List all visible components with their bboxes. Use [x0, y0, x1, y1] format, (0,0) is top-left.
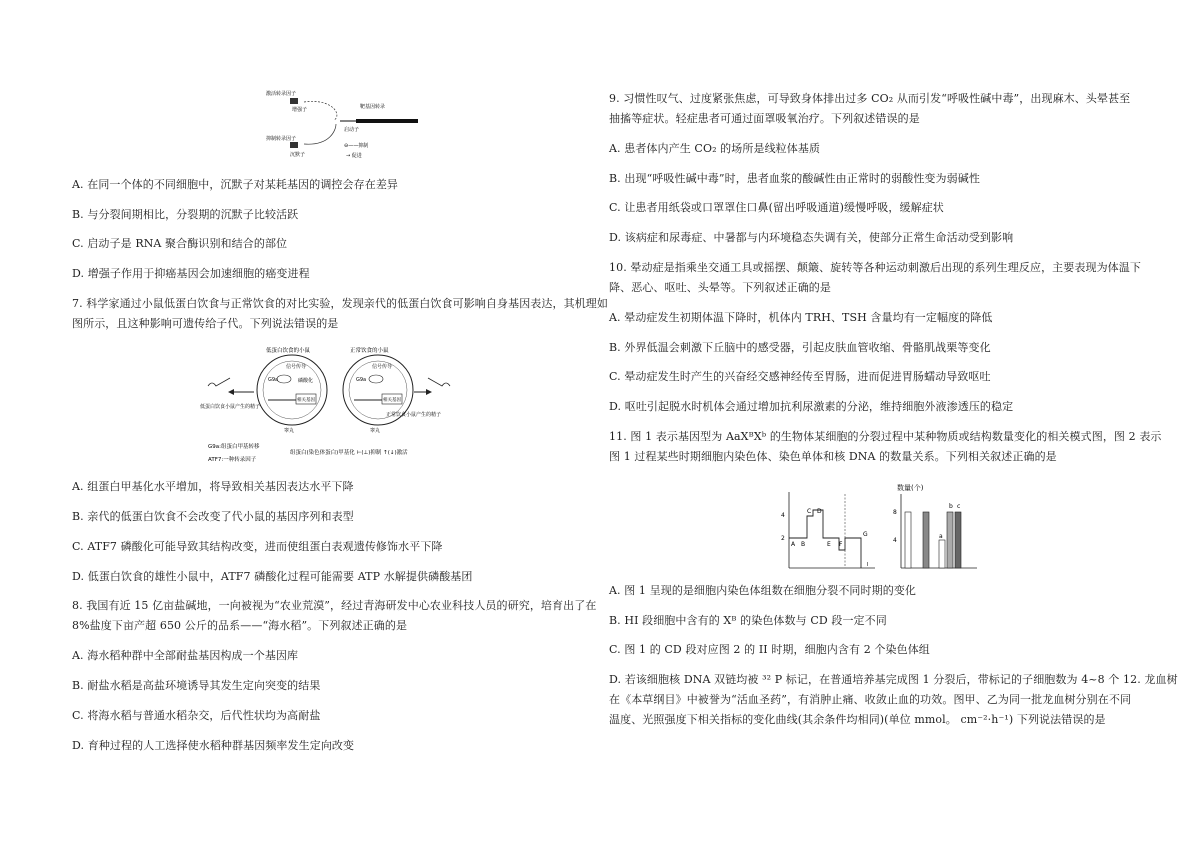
fig3-bar-label-c: c — [957, 503, 961, 510]
q10-option-a: A. 晕动症发生初期体温下降时，机体内 TRH、TSH 含量均有一定幅度的降低 — [609, 311, 993, 324]
q8-stem-line-2: 8%盐度下亩产超 650 公斤的品系——“海水稻”。下列叙述正确的是 — [72, 619, 408, 632]
fig3-label-e: E — [827, 541, 831, 548]
fig2-legend: 组蛋白(染色体蛋白)甲基化 ⊢(⊥)抑制 ↑(↓)激活 — [290, 450, 408, 456]
fig2-left-gene: 相关基因 — [297, 398, 315, 403]
q7-option-d: D. 低蛋白饮食的雄性小鼠中，ATF7 磷酸化过程可能需要 ATP 水解提供磷酸基团 — [72, 570, 473, 583]
q11-option-d-line-3: 温度、光照强度下相关指标的变化曲线(其余条件均相同)(单位 mmol。 cm⁻²·h⁻¹) 下列说法错误的是 — [609, 713, 1106, 726]
fig2-right-sperm-label: 正常饮食小鼠产生的精子 — [386, 412, 442, 418]
q8-option-c: C. 将海水稻与普通水稻杂交，后代性状均为高耐盐 — [72, 709, 321, 722]
q11-option-d-line-2: 在《本草纲目》中被誉为“活血圣药”，有消肿止痛、收敛止血的功效。图甲、乙为同一批龙血树分别在不同 — [609, 693, 1132, 706]
fig3-bar-4 — [947, 512, 953, 568]
fig3-bar-1 — [905, 512, 911, 568]
q11-stem-line-1: 11. 图 1 表示基因型为 AaXᴮXᵇ 的生物体某细胞的分裂过程中某种物质或结构数量变化的相关模式图，图 2 表示 — [609, 430, 1162, 443]
q11-option-d-line-1: D. 若该细胞核 DNA 双链均被 ³² P 标记，在普通培养基完成图 1 分裂后，带标记的子细胞数为 4~8 个 12. 龙血树 — [609, 673, 1178, 686]
q7-stem-line-1: 7. 科学家通过小鼠低蛋白饮食与正常饮食的对比实验，发现亲代的低蛋白饮食可影响自身基因表达，其机理如 — [72, 297, 608, 310]
fig2-left-title: 低蛋白饮食的小鼠 — [266, 348, 311, 354]
fig1-enhancer-arrow — [304, 101, 337, 120]
fig3-ytick-2: 2 — [781, 535, 785, 542]
cell-division-figures — [779, 480, 979, 574]
fig3-ytick-4: 4 — [781, 512, 785, 519]
fig2-left-sperm-label: 低蛋白饮食小鼠产生的精子 — [200, 404, 261, 410]
q10-option-b: B. 外界低温会刺激下丘脑中的感受器，引起皮肤血管收缩、骨骼肌战栗等变化 — [609, 341, 991, 354]
fig3-label-b: B — [801, 541, 806, 548]
q9-option-a: A. 患者体内产生 CO₂ 的场所是线粒体基质 — [609, 142, 821, 155]
fig3-step-line — [789, 510, 861, 568]
q10-option-c: C. 晕动症发生时产生的兴奋经交感神经传至胃肠，进而促进胃肠蠕动导致呕吐 — [609, 370, 991, 383]
q7-option-a: A. 组蛋白甲基化水平增加，将导致相关基因表达水平下降 — [72, 480, 354, 493]
fig2-left-testis: 睾丸 — [284, 428, 295, 434]
fig1-repressor-box — [290, 142, 298, 148]
fig3-label-c: C — [807, 508, 812, 515]
q9-option-b: B. 出现“呼吸性碱中毒”时，患者血浆的酸碱性由正常时的弱酸性变为弱碱性 — [609, 172, 980, 185]
fig1-target-gene — [356, 119, 418, 123]
q11-option-b: B. HI 段细胞中含有的 Xᴮ 的染色体数与 CD 段一定不同 — [609, 614, 887, 627]
fig1-promoter-label: 启动子 — [344, 127, 360, 133]
fig2-note-atf7: ATF7:一种转录因子 — [208, 457, 257, 463]
q7-option-b: B. 亲代的低蛋白饮食不会改变了代小鼠的基因序列和表型 — [72, 510, 354, 523]
gene-regulation-diagram — [264, 86, 424, 168]
fig2-right-title: 正常饮食的小鼠 — [350, 348, 389, 354]
diet-mechanism-diagram — [200, 344, 462, 472]
fig2-note-g9a: G9a:组蛋白甲基转移 — [208, 444, 260, 450]
fig3-label-d: D — [817, 508, 822, 515]
fig3-label-f: F — [839, 541, 843, 548]
q9-option-c: C. 让患者用纸袋或口罩罩住口鼻(留出呼吸通道)缓慢呼吸，缓解症状 — [609, 201, 944, 214]
fig2-right-signal: 信号传导 — [372, 364, 393, 370]
fig1-silencer-arrow — [304, 124, 336, 144]
fig3-bar-2 — [923, 512, 929, 568]
fig1-activator-box — [290, 98, 298, 104]
svg-text:G9a: G9a — [268, 377, 279, 383]
fig3-label-i: I — [867, 562, 869, 568]
fig3-label-a: A — [791, 541, 796, 548]
fig3-fig2-tick-8: 8 — [893, 509, 897, 516]
q6-option-c: C. 启动子是 RNA 聚合酶识别和结合的部位 — [72, 237, 288, 250]
q6-option-b: B. 与分裂间期相比，分裂期的沉默子比较活跃 — [72, 208, 299, 221]
q7-option-c: C. ATF7 磷酸化可能导致其结构改变，进而使组蛋白表观遗传修饰水平下降 — [72, 540, 443, 553]
svg-text:G9a: G9a — [356, 377, 367, 383]
q8-option-a: A. 海水稻种群中全部耐盐基因构成一个基因库 — [72, 649, 299, 662]
q9-option-d: D. 该病症和尿毒症、中暑都与内环境稳态失调有关，使部分正常生命活动受到影响 — [609, 231, 1014, 244]
q11-stem-line-2: 图 1 过程某些时期细胞内染色体、染色单体和核 DNA 的数量关系。下列相关叙述正确的是 — [609, 450, 1057, 463]
fig2-phos-label: 磷酸化 — [298, 378, 314, 384]
q8-stem-line-1: 8. 我国有近 15 亿亩盐碱地，一向被视为“农业荒漠”，经过青海研发中心农业科技人员的研究，培育出了在 — [72, 599, 597, 612]
fig1-repressor-label: 抑制转录因子 — [266, 136, 297, 142]
fig1-legend-promote: → 促进 — [346, 153, 362, 159]
fig3-bar-label-b: b — [949, 503, 953, 510]
q7-stem-line-2: 图所示，且这种影响可遗传给子代。下列说法错误的是 — [72, 317, 339, 330]
fig2-right-gene: 相关基因 — [383, 398, 401, 403]
q10-stem-line-1: 10. 晕动症是指乘坐交通工具或摇摆、颠簸、旋转等各种运动刺激后出现的系列生理反应，主要表现为体温下 — [609, 261, 1141, 274]
q9-stem-line-2: 抽搐等症状。轻症患者可通过面罩吸氧治疗。下列叙述错误的是 — [609, 112, 920, 125]
fig1-enhancer-label: 增强子 — [292, 107, 308, 113]
q6-option-a: A. 在同一个体的不同细胞中，沉默子对某耗基因的调控会存在差异 — [72, 178, 399, 191]
fig1-target-label: 靶基因转录 — [360, 104, 386, 110]
fig1-activator-label: 激活转录因子 — [266, 91, 297, 97]
q10-option-d: D. 呕吐引起脱水时机体会通过增加抗利尿激素的分泌，维持细胞外液渗透压的稳定 — [609, 400, 1014, 413]
q9-stem-line-1: 9. 习惯性叹气、过度紧张焦虑，可导致身体排出过多 CO₂ 从而引发“呼吸性碱中毒”，出现麻木、头晕甚至 — [609, 92, 1131, 105]
q11-option-a: A. 图 1 呈现的是细胞内染色体组数在细胞分裂不同时期的变化 — [609, 584, 917, 597]
fig2-left-signal: 信号传导 — [286, 364, 307, 370]
fig1-legend-inhibit: ⊖——抑制 — [344, 143, 369, 149]
fig3-bar-5 — [955, 512, 961, 568]
q11-option-c: C. 图 1 的 CD 段对应图 2 的 II 时期，细胞内含有 2 个染色体组 — [609, 643, 930, 656]
q8-option-d: D. 育种过程的人工选择使水稻种群基因频率发生定向改变 — [72, 739, 355, 752]
fig3-label-g: G — [863, 531, 868, 538]
q8-option-b: B. 耐盐水稻是高盐环境诱导其发生定向突变的结果 — [72, 679, 321, 692]
fig3-fig2-tick-4: 4 — [893, 537, 897, 544]
fig1-silencer-label: 沉默子 — [290, 152, 306, 158]
fig3-bar-3 — [939, 540, 945, 568]
q10-stem-line-2: 降、恶心、呕吐、头晕等。下列叙述正确的是 — [609, 281, 831, 294]
q6-option-d: D. 增强子作用于抑癌基因会加速细胞的癌变进程 — [72, 267, 310, 280]
fig3-bar-label-a: a — [939, 533, 943, 540]
fig2-right-testis: 睾丸 — [370, 428, 381, 434]
fig3-fig2-title: 数量(个) — [897, 484, 924, 492]
